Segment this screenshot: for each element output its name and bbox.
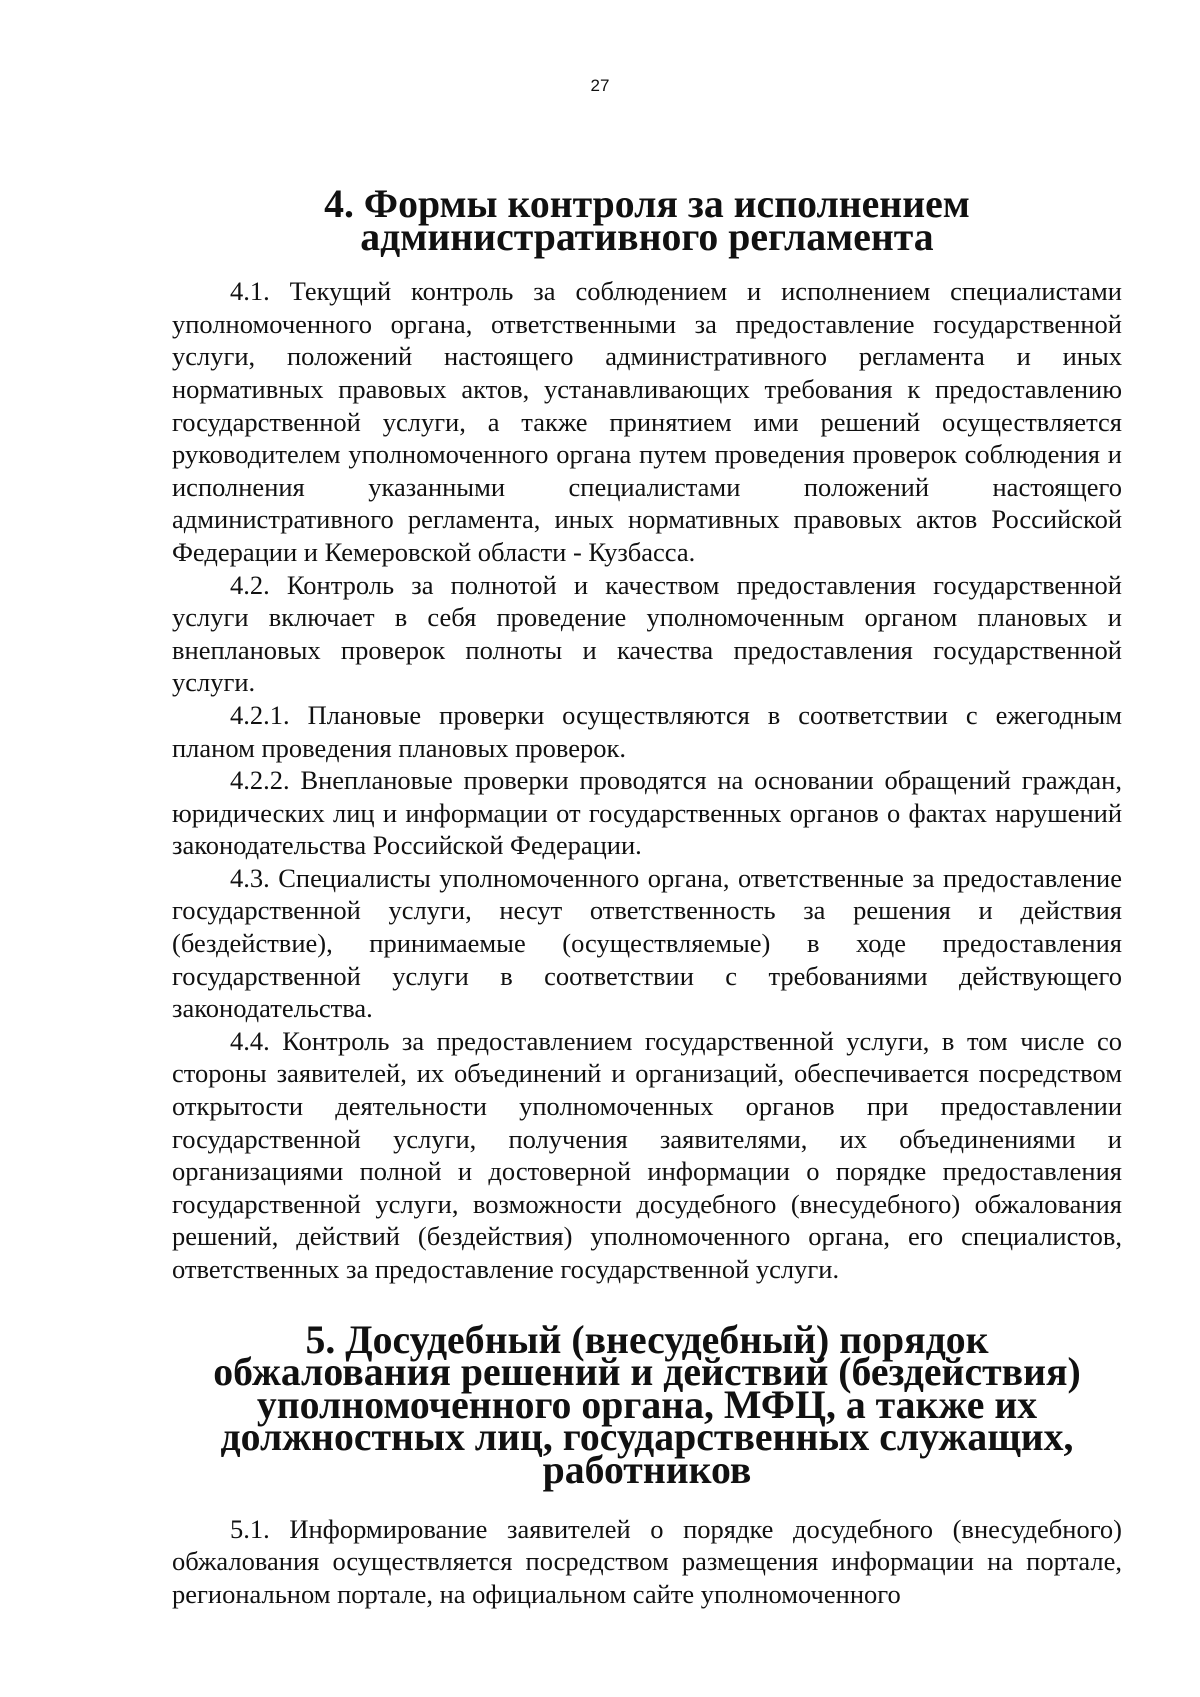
document-body xyxy=(172,182,1122,1610)
page-number: 27 xyxy=(590,76,610,95)
paragraph-4-2: 4.2. Контроль за полнотой и качеством предоставления государственной услуги включает в себя проведение уполномоченным органом плановых и внеплановых проверок полноты и качества предоставления государственной услуги. xyxy=(172,569,1122,698)
section-4-title: 4. Формы контроля за исполнением административного регламента xyxy=(324,182,970,259)
section-5-title: 5. Досудебный (внесудебный) порядок обжалования решений и действий (бездействия) уполномоченного органа, МФЦ, а также их должностных лиц, государственных служащих, работников xyxy=(213,1317,1081,1492)
paragraph-4-2-2: 4.2.2. Внеплановые проверки проводятся на основании обращений граждан, юридических лиц и информации от государственных органов о фактах нарушений законодательства Российской Федерации. xyxy=(172,765,1122,861)
paragraph-5-1: 5.1. Информирование заявителей о порядке досудебного (внесудебного) обжалования осуществляется посредством размещения информации на портале, региональном портале, на официальном сайте уполномоченного xyxy=(172,1513,1122,1609)
paragraph-4-4: 4.4. Контроль за предоставлением государственной услуги, в том числе со стороны заявителей, их объединений и организаций, обеспечивается посредством открытости деятельности уполномоченных органов при предоставлении государственной услуги, получения заявителями, их объединениями и организациями полной и достоверной информации о порядке предоставления государственной услуги, возможности досудебного (внесудебного) обжалования решений, действий (бездействия) уполномоченного органа, его специалистов, ответственных за предоставление государственной услуги. xyxy=(172,1025,1122,1284)
paragraph-4-3: 4.3. Специалисты уполномоченного органа, ответственные за предоставление государственной услуги, несут ответственность за решения и действия (бездействие), принимаемые (осуществляемые) в ходе предоставления государственной услуги в соответствии с требованиями действующего законодательства. xyxy=(172,862,1122,1024)
paragraph-4-2-1: 4.2.1. Плановые проверки осуществляются в соответствии с ежегодным планом проведения плановых проверок. xyxy=(172,699,1122,763)
paragraph-4-1: 4.1. Текущий контроль за соблюдением и исполнением специалистами уполномоченного органа, ответственными за предоставление государственной услуги, положений настоящего административного регламента и иных нормативных правовых актов, устанавливающих требования к предоставлению государственной услуги, а также принятием ими решений осуществляется руководителем уполномоченного органа путем проведения проверок соблюдения и исполнения указанными специалистами положений настоящего административного регламента, иных нормативных правовых актов Российской Федерации и Кемеровской области - Кузбасса. xyxy=(172,276,1122,567)
